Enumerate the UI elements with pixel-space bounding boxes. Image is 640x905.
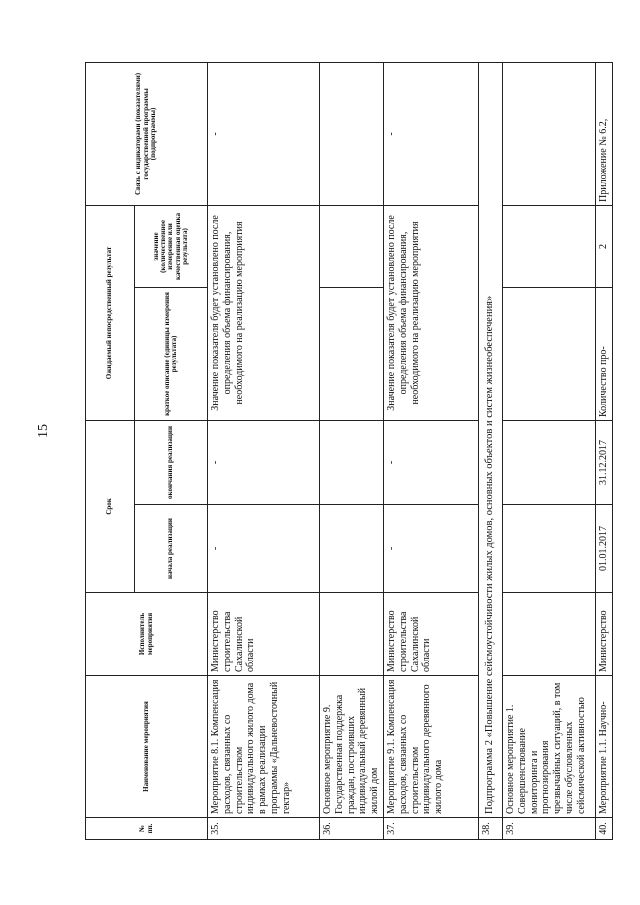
row-executor — [502, 593, 595, 676]
header-period: Срок — [86, 420, 135, 592]
row-end — [320, 420, 384, 504]
header-result-desc: краткое описание (единицы измерения результата) — [135, 287, 208, 420]
row-num: 36. — [320, 818, 384, 840]
row-executor — [320, 593, 384, 676]
header-row-1 — [86, 62, 135, 839]
row-num: 40. — [595, 818, 612, 840]
row-executor: Министерство — [595, 593, 612, 676]
row-name: Мероприятие 8.1. Компенсация расходов, связанных со строительством индивидуального жилого дома в рамках реализации программы «Дальневосточный гектар» — [208, 676, 320, 818]
row-name: Основное мероприятие 9. Государственная поддержка граждан, построивших индивидуальный деревянный жилой дом — [320, 676, 384, 818]
subprogram-title: Подпрограмма 2 «Повышение сейсмоустойчивости жилых домов, основных объектов и систем жизнеобеспечения» — [478, 62, 502, 817]
row-result: Значение показателя будет установлено после определения объема финансирования, необходимого на реализацию мероприятия — [208, 205, 320, 420]
row-result: Значение показателя будет установлено после определения объема финансирования, необходимого на реализацию мероприятия — [383, 205, 478, 420]
row-start: 01.01.2017 — [595, 505, 612, 593]
row-start: - — [383, 505, 478, 593]
page-number: 15 — [36, 424, 51, 438]
row-link: Приложение № 6.2, — [595, 62, 612, 205]
row-end: - — [208, 420, 320, 504]
row-start: - — [208, 505, 320, 593]
measures-table — [85, 62, 613, 840]
row-end — [502, 420, 595, 504]
row-result-desc: Количество про- — [595, 287, 612, 420]
header-link: Связь с индикаторами (показателями) государственной программы (подпрограммы) — [86, 62, 208, 205]
header-result: Ожидаемый непосредственный результат — [86, 205, 135, 420]
header-end: окончания реализации — [135, 420, 208, 504]
header-num: № пп. — [86, 818, 208, 840]
row-num: 35. — [208, 818, 320, 840]
table-row — [595, 62, 612, 839]
row-start — [502, 505, 595, 593]
row-name: Мероприятие 1.1. Научно- — [595, 676, 612, 818]
row-result-desc — [502, 287, 595, 420]
table-row — [320, 62, 384, 839]
row-executor: Министерство строительства Сахалинской области — [383, 593, 478, 676]
row-num: 37. — [383, 818, 478, 840]
row-result-desc — [320, 287, 384, 420]
row-link: - — [383, 62, 478, 205]
row-name: Основное мероприятие 1. Совершенствование мониторинга и прогнозирования чрезвычайных ситуаций, в том числе обусловленных сейсмической активностью — [502, 676, 595, 818]
table-row — [478, 62, 502, 839]
table-row — [502, 62, 595, 839]
rotated-table-wrapper — [85, 63, 609, 840]
row-link: - — [208, 62, 320, 205]
header-start: начала реализации — [135, 505, 208, 593]
row-result-value — [320, 205, 384, 287]
row-result-value: 2 — [595, 205, 612, 287]
row-link — [502, 62, 595, 205]
row-end: - — [383, 420, 478, 504]
row-num: 38. — [478, 818, 502, 840]
row-start — [320, 505, 384, 593]
table-row — [383, 62, 478, 839]
table-row — [208, 62, 320, 839]
row-result-value — [502, 205, 595, 287]
row-num: 39. — [502, 818, 595, 840]
row-end: 31.12.2017 — [595, 420, 612, 504]
header-name: Наименование мероприятия — [86, 676, 208, 818]
row-executor: Министерство строительства Сахалинской области — [208, 593, 320, 676]
row-link — [320, 62, 384, 205]
header-executor: Исполнитель мероприятия — [86, 593, 208, 676]
header-result-value: значение (количественное измерение или качественная оценка результата) — [135, 205, 208, 287]
row-name: Мероприятие 9.1. Компенсация расходов, связанных со строительством индивидуального деревянного жилого дома — [383, 676, 478, 818]
